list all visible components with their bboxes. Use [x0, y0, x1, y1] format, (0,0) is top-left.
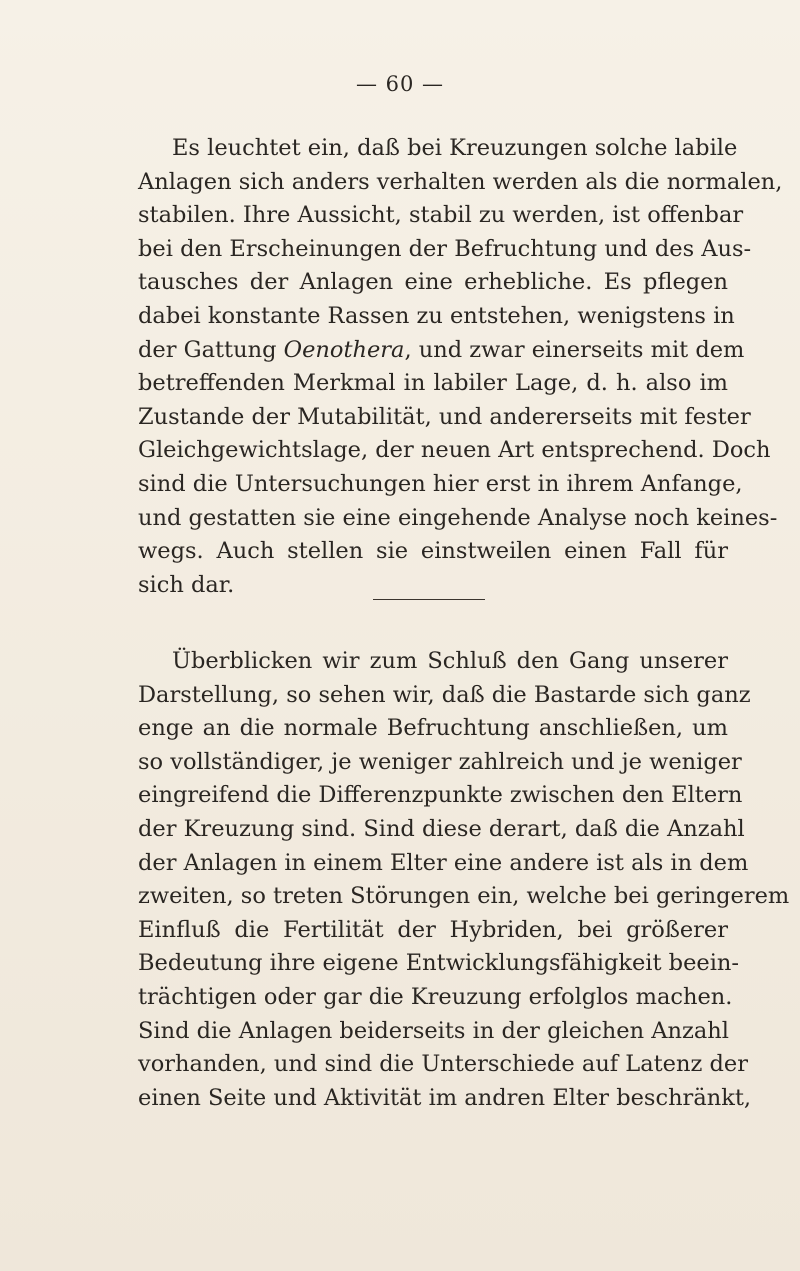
text-line: der Kreuzung sind. Sind diese derart, daß die Anzahl	[138, 815, 745, 842]
text-fragment: der Gattung	[138, 336, 284, 363]
text-line: so vollständiger, je weniger zahlreich und je weniger	[138, 748, 742, 775]
text-line: der Anlagen in einem Elter eine andere ist als in dem	[138, 849, 749, 876]
text-line: wegs. Auch stellen sie einstweilen einen Fall für	[138, 538, 728, 565]
text-line: trächtigen oder gar die Kreuzung erfolglos machen.	[138, 983, 733, 1010]
genus-name-italic: Oenothera	[283, 336, 405, 363]
text-line: stabilen. Ihre Aussicht, stabil zu werden, ist offenbar	[138, 202, 744, 229]
text-line: Darstellung, so sehen wir, daß die Bastarde sich ganz	[138, 681, 751, 708]
text-line: tausches der Anlagen eine erhebliche. Es pflegen	[138, 269, 728, 296]
page-number: — 60 —	[355, 72, 445, 96]
text-line: Überblicken wir zum Schluß den Gang unserer	[172, 648, 728, 674]
text-line: einen Seite und Aktivität im andren Elter beschränkt,	[138, 1084, 752, 1111]
text-line: enge an die normale Befruchtung anschließen, um	[138, 715, 728, 742]
text-line: Anlagen sich anders verhalten werden als die normalen,	[138, 168, 783, 195]
section-divider	[373, 599, 485, 600]
text-line: zweiten, so treten Störungen ein, welche bei geringerem	[138, 883, 790, 910]
text-line: bei den Erscheinungen der Befruchtung und des Aus-	[138, 235, 752, 262]
paragraph-1	[138, 132, 783, 602]
text-line: eingreifend die Differenzpunkte zwischen den Eltern	[138, 782, 743, 809]
text-line: und gestatten sie eine eingehende Analyse noch keines-	[138, 504, 778, 531]
text-line: Es leuchtet ein, daß bei Kreuzungen solche labile	[172, 135, 738, 161]
text-line: Gleichgewichtslage, der neuen Art entsprechend. Doch	[138, 437, 771, 464]
paragraph-2	[138, 645, 790, 1115]
text-line: Zustande der Mutabilität, und andererseits mit fester	[138, 403, 751, 430]
text-line: sind die Untersuchungen hier erst in ihrem Anfange,	[138, 470, 743, 497]
text-line	[138, 334, 745, 368]
text-line: vorhanden, und sind die Unterschiede auf Latenz der	[138, 1051, 748, 1078]
text-line: Sind die Anlagen beiderseits in der gleichen Anzahl	[138, 1017, 729, 1044]
text-line: betreffenden Merkmal in labiler Lage, d. h. also im	[138, 370, 728, 397]
text-fragment: , und zwar einerseits mit dem	[404, 336, 745, 363]
text-line: Bedeutung ihre eigene Entwicklungsfähigkeit beein-	[138, 950, 740, 977]
text-line: dabei konstante Rassen zu entstehen, wenigstens in	[138, 302, 735, 329]
text-line: sich dar.	[138, 571, 235, 598]
text-line: Einfluß die Fertilität der Hybriden, bei größerer	[138, 916, 728, 943]
